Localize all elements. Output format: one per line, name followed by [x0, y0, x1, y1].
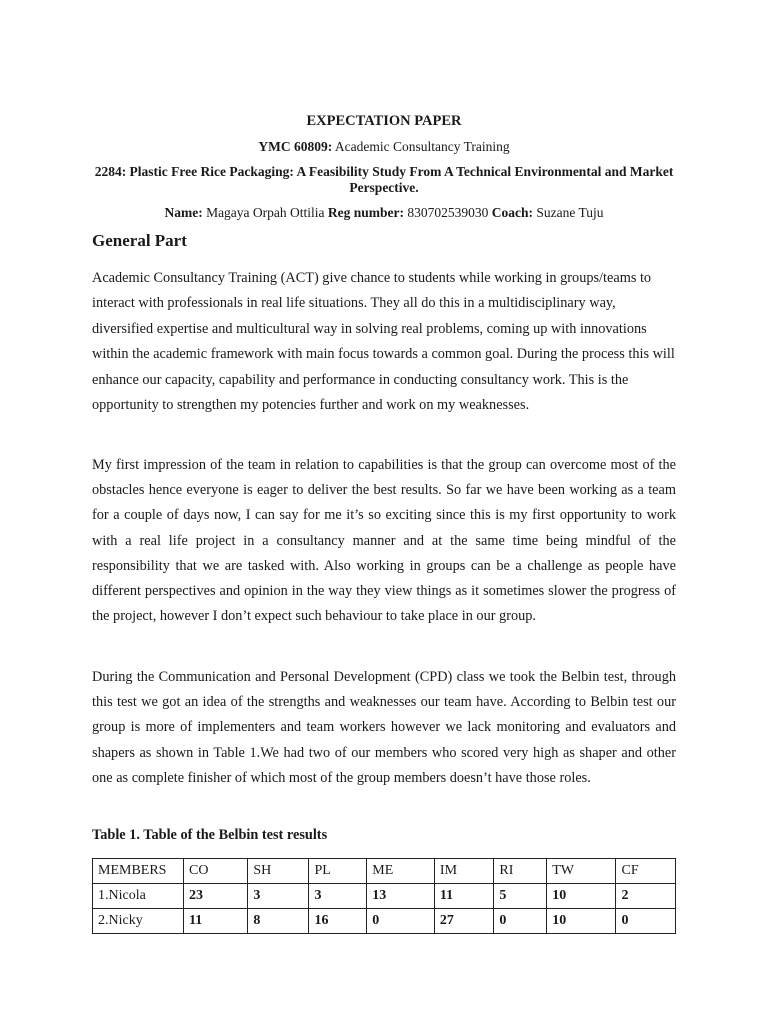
- score-cell: 0: [494, 909, 547, 934]
- score-cell: 10: [547, 909, 616, 934]
- table-row: [93, 884, 676, 909]
- score-cell: 3: [248, 884, 309, 909]
- header-cell: SH: [248, 859, 309, 884]
- score-cell: 0: [616, 909, 676, 934]
- table-caption: Table 1. Table of the Belbin test results: [92, 827, 328, 843]
- score-cell: 27: [434, 909, 493, 934]
- score-cell: 23: [184, 884, 248, 909]
- score-cell: 8: [248, 909, 309, 934]
- section-heading: General Part: [92, 231, 187, 250]
- coach-value: Suzane Tuju: [533, 205, 604, 220]
- score-cell: 3: [309, 884, 367, 909]
- header-cell: CF: [616, 859, 676, 884]
- course-line: [0, 139, 768, 155]
- paper-title: EXPECTATION PAPER: [306, 113, 462, 129]
- reg-value: 830702539030: [404, 205, 492, 220]
- paragraph-2: My first impression of the team in relation to capabilities is that the group can overcome most of the obstacles hence everyone is eager to deliver the best results. So far we have been working as a team for a couple of days now, I can say for me it’s so exciting since this is my first opportunity to work with a real life project in a consultancy manner and at the same time being mindful of the responsibility that we are tasked with. Also working in groups can be a challenge as people have different perspectives and opinion in the way they view things as it sometimes slower the progress of the project, however I don’t expect such behaviour to take place in our group.: [92, 457, 676, 625]
- name-value: Magaya Orpah Ottilia: [202, 205, 328, 220]
- header-cell: TW: [547, 859, 616, 884]
- header-cell: MEMBERS: [93, 859, 184, 884]
- score-cell: 10: [547, 884, 616, 909]
- score-cell: 11: [434, 884, 493, 909]
- header-cell: CO: [184, 859, 248, 884]
- name-label: Name:: [164, 205, 203, 220]
- member-cell: 1.Nicola: [93, 884, 184, 909]
- score-cell: 2: [616, 884, 676, 909]
- header-cell: PL: [309, 859, 367, 884]
- header-cell: IM: [434, 859, 493, 884]
- coach-label: Coach:: [491, 205, 534, 220]
- table-row: [93, 909, 676, 934]
- paragraph-1: Academic Consultancy Training (ACT) give chance to students while working in groups/teams to interact with professionals in real life situations. They all do this in a multidisciplinary way, diversified expertise and multicultural way in solving real problems, coming up with innovations within the academic framework with main focus towards a common goal. During the process this will enhance our capacity, capability and performance in conducting consultancy work. This is the opportunity to strengthen my potencies further and work on my weaknesses.: [92, 270, 675, 414]
- score-cell: 13: [367, 884, 435, 909]
- score-cell: 5: [494, 884, 547, 909]
- score-cell: 16: [309, 909, 367, 934]
- belbin-results-table: [92, 858, 676, 934]
- score-cell: 0: [367, 909, 435, 934]
- student-info-line: [0, 205, 768, 221]
- member-cell: 2.Nicky: [93, 909, 184, 934]
- table-header-row: [93, 859, 676, 884]
- reg-label: Reg number:: [327, 205, 405, 220]
- paragraph-3: During the Communication and Personal Development (CPD) class we took the Belbin test, through this test we got an idea of the strengths and weaknesses our team have. According to Belbin test our group is more of implementers and team workers however we lack monitoring and evaluators and shapers as shown in Table 1.We had two of our members who scored very high as shaper and other one as complete finisher of which most of the group members doesn’t have those roles.: [92, 669, 676, 786]
- header-cell: RI: [494, 859, 547, 884]
- course-code: YMC 60809:: [258, 139, 333, 154]
- score-cell: 11: [184, 909, 248, 934]
- header-cell: ME: [367, 859, 435, 884]
- project-title: 2284: Plastic Free Rice Packaging: A Feasibility Study From A Technical Environmental and Market Perspective.: [94, 164, 674, 195]
- course-name: Academic Consultancy Training: [332, 139, 510, 154]
